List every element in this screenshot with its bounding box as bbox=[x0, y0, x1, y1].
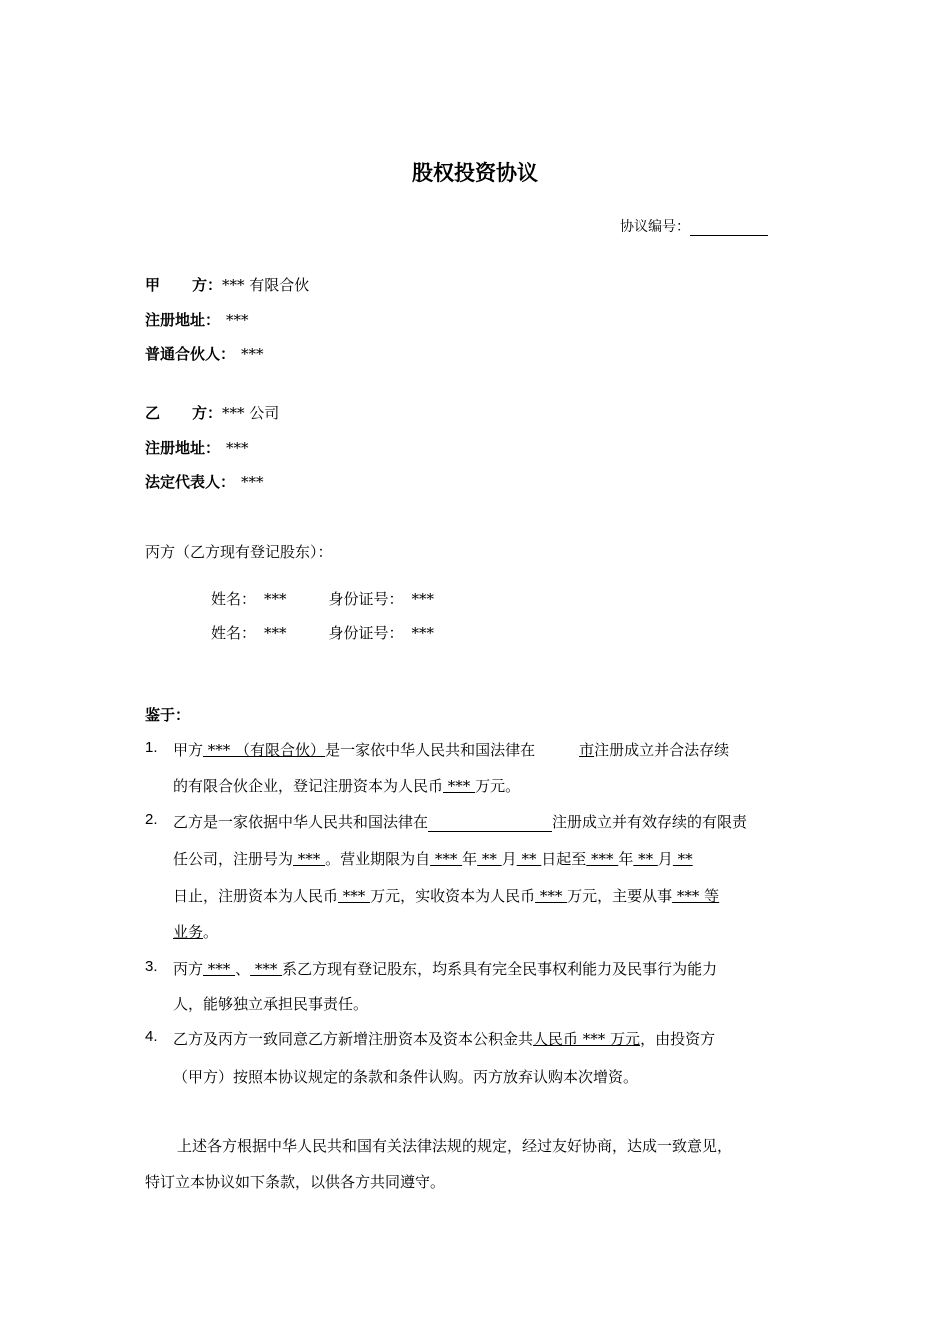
party-b-label-2: 方： bbox=[192, 404, 223, 422]
party-b-rep: *** bbox=[241, 473, 264, 491]
party-b-address-row bbox=[145, 437, 249, 458]
item-2-line-2: 任公司，注册号为 *** 。营业期限为自 *** 年 ** 月 ** 日起至 *** 年 ** 月 ** bbox=[173, 850, 693, 868]
party-b-rep-row bbox=[145, 471, 264, 492]
person-name: *** bbox=[264, 624, 287, 642]
person-id-label: 身份证号： bbox=[328, 624, 404, 642]
party-b-address-label: 注册地址： bbox=[145, 439, 221, 457]
party-a-name: *** 有限合伙 bbox=[222, 276, 310, 294]
party-b-address: *** bbox=[226, 439, 249, 457]
party-a-gp: *** bbox=[241, 345, 264, 363]
person-id: *** bbox=[411, 590, 435, 608]
party-b-label-1: 乙 bbox=[145, 404, 161, 422]
item-2-line-1: 乙方是一家依据中华人民共和国法律在 注册成立并有效存续的有限责 bbox=[173, 813, 748, 831]
item-1-line-2: 的有限合伙企业，登记注册资本为人民币 *** 万元。 bbox=[173, 777, 521, 795]
agreement-number bbox=[620, 216, 768, 236]
party-a-row bbox=[145, 274, 309, 295]
whereas-label: 鉴于： bbox=[145, 706, 191, 724]
party-a-address-label: 注册地址： bbox=[145, 311, 221, 329]
person-name: *** bbox=[264, 590, 287, 608]
person-name-label: 姓名： bbox=[211, 624, 257, 642]
party-c-person-2 bbox=[211, 622, 434, 643]
item-4-line-1: 乙方及丙方一致同意乙方新增注册资本及资本公积金共人民币 *** 万元，由投资方 bbox=[173, 1030, 716, 1048]
party-b-rep-label: 法定代表人： bbox=[145, 473, 236, 491]
item-3-line-2: 人，能够独立承担民事责任。 bbox=[173, 995, 369, 1013]
closing-line-2: 特订立本协议如下条款，以供各方共同遵守。 bbox=[145, 1173, 446, 1191]
agreement-number-label: 协议编号： bbox=[620, 219, 690, 235]
party-a-gp-label: 普通合伙人： bbox=[145, 345, 236, 363]
party-a-gp-row bbox=[145, 343, 264, 364]
document-title: 股权投资协议 bbox=[412, 161, 538, 185]
place-blank bbox=[428, 816, 552, 832]
item-4-line-2: （甲方）按照本协议规定的条款和条件认购。丙方放弃认购本次增资。 bbox=[173, 1068, 639, 1086]
person-id: *** bbox=[411, 624, 435, 642]
item-3-line-1: 丙方 *** 、 *** 系乙方现有登记股东，均系具有完全民事权利能力及民事行为能力 bbox=[173, 960, 718, 978]
party-b-name: *** 公司 bbox=[222, 404, 280, 422]
party-b-row bbox=[145, 402, 279, 423]
party-c-heading: 丙方（乙方现有登记股东）： bbox=[145, 543, 333, 561]
party-a-address-row bbox=[145, 309, 249, 330]
party-a-label-2: 方： bbox=[192, 276, 223, 294]
party-a-address: *** bbox=[226, 311, 249, 329]
closing-line-1: 上述各方根据中华人民共和国有关法律法规的规定，经过友好协商，达成一致意见， bbox=[177, 1137, 733, 1155]
person-id-label: 身份证号： bbox=[328, 590, 404, 608]
item-2-number: 2. bbox=[145, 811, 158, 828]
agreement-number-blank bbox=[690, 221, 768, 236]
party-a-label-1: 甲 bbox=[145, 276, 161, 294]
item-1-number: 1. bbox=[145, 739, 158, 756]
item-1-line-1: 甲方 *** （有限合伙）是一家依中华人民共和国法律在 市注册成立并合法存续 bbox=[173, 741, 730, 759]
item-2-line-4: 业务。 bbox=[173, 923, 219, 941]
item-2-line-3: 日止，注册资本为人民币 *** 万元，实收资本为人民币 *** 万元，主要从事 *** 等 bbox=[173, 887, 720, 905]
party-c-person-1 bbox=[211, 588, 434, 609]
person-name-label: 姓名： bbox=[211, 590, 257, 608]
item-3-number: 3. bbox=[145, 958, 158, 975]
item-4-number: 4. bbox=[145, 1028, 158, 1045]
